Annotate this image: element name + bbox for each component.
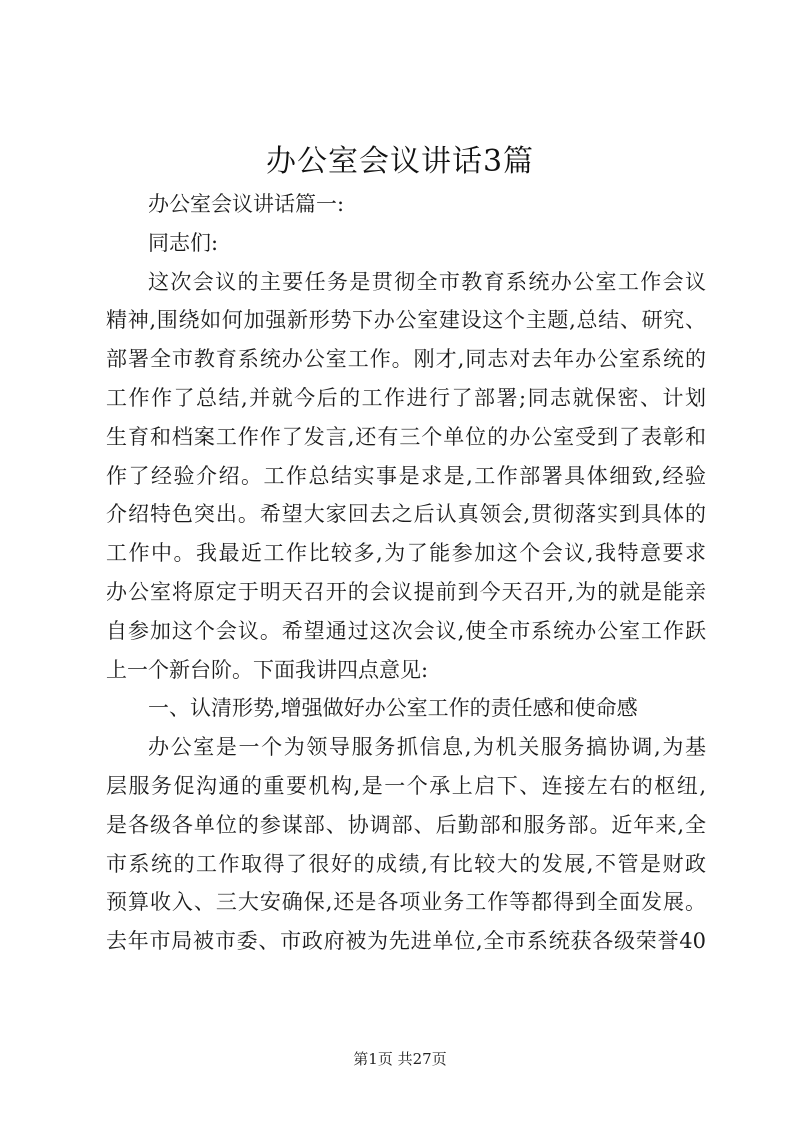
paragraph-line: 去年市局被市委、市政府被为先进单位,全市系统获各级荣誉40: [106, 929, 706, 954]
page-footer: 第1页 共27页: [353, 1050, 447, 1068]
paragraph-line: 介绍特色突出。希望大家回去之后认真领会,贯彻落实到具体的: [106, 502, 706, 527]
document-title: 办公室会议讲话3篇: [265, 144, 535, 179]
paragraph-line: 预算收入、三大安确保,还是各项业务工作等都得到全面发展。: [106, 890, 706, 915]
salutation: 同志们:: [148, 230, 219, 255]
paragraph-line: 办公室将原定于明天召开的会议提前到今天召开,为的就是能亲: [106, 579, 706, 604]
section-heading: 一、认清形势,增强做好办公室工作的责任感和使命感: [148, 696, 638, 721]
document-body: [106, 185, 706, 961]
paragraph-line: 层服务促沟通的重要机构,是一个承上启下、连接左右的枢纽,: [106, 773, 706, 798]
paragraph-line: 工作作了总结,并就今后的工作进行了部署;同志就保密、计划: [106, 385, 706, 410]
paragraph-line: 是各级各单位的参谋部、协调部、后勤部和服务部。近年来,全: [106, 812, 706, 837]
paragraph-line: 办公室是一个为领导服务抓信息,为机关服务搞协调,为基: [148, 735, 706, 760]
paragraph-line: 工作中。我最近工作比较多,为了能参加这个会议,我特意要求: [106, 541, 706, 566]
section-heading: 办公室会议讲话篇一:: [148, 192, 345, 216]
paragraph-line: 精神,围绕如何加强新形势下办公室建设这个主题,总结、研究、: [106, 308, 706, 333]
paragraph-line: 部署全市教育系统办公室工作。刚才,同志对去年办公室系统的: [106, 347, 706, 372]
paragraph-line: 作了经验介绍。工作总结实事是求是,工作部署具体细致,经验: [106, 463, 706, 488]
paragraph-line: 市系统的工作取得了很好的成绩,有比较大的发展,不管是财政: [106, 851, 706, 876]
paragraph-line: 自参加这个会议。希望通过这次会议,使全市系统办公室工作跃: [106, 618, 706, 643]
paragraph-line: 上一个新台阶。下面我讲四点意见:: [106, 657, 429, 682]
paragraph-line: 这次会议的主要任务是贯彻全市教育系统办公室工作会议: [148, 269, 706, 294]
paragraph-line: 生育和档案工作作了发言,还有三个单位的办公室受到了表彰和: [106, 424, 706, 449]
